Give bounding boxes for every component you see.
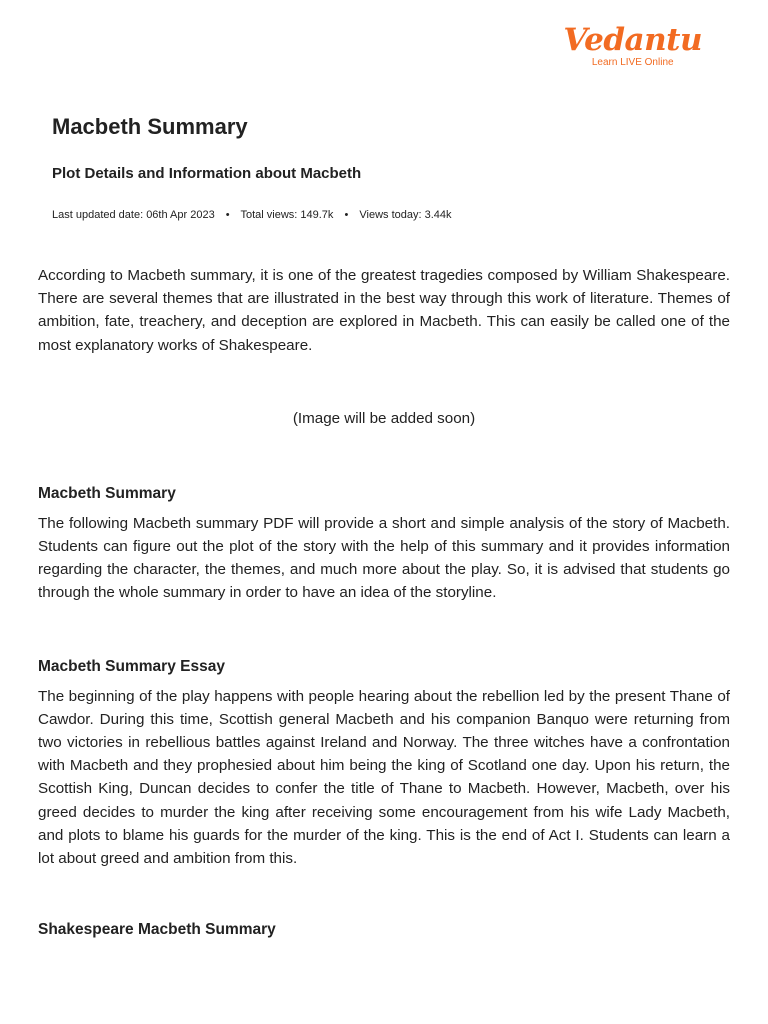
section-paragraph: The beginning of the play happens with people hearing about the rebellion led by the present Thane of Cawdor. During this time, Scottish general Macbeth and his companion Banquo were returning from two victories in rebellious battles against Ireland and Norway. The three witches have a confrontation with Macbeth and they prophesied about him being the king of Scotland one day. Upon his return, the Scottish King, Duncan decides to confer the title of Thane to Macbeth. However, Macbeth, over his greed decides to murder the king after receiving some encouragement from his wife Lady Macbeth, and plots to blame his guards for the murder of the king. This is the end of Act I. Students can learn a lot about greed and ambition from this. [38,687,730,868]
logo-wordmark: Vedantu [563,22,702,58]
section-heading: Shakespeare Macbeth Summary [38,921,276,939]
meta-separator: • [225,209,230,221]
section-paragraph: The following Macbeth summary PDF will provide a short and simple analysis of the story of Macbeth. Students can figure out the plot of the story with the help of this summary and it provides information regarding the character, the themes, and much more about the play. So, it is advised that students go through the whole summary in order to have an idea of the storyline. [38,514,730,602]
logo-tagline: Learn LIVE Online [591,57,674,68]
page-subtitle: Plot Details and Information about Macbeth [52,165,362,182]
meta-separator: • [344,209,349,221]
intro-paragraph: According to Macbeth summary, it is one of the greatest tragedies composed by William Shakespeare. There are several themes that are illustrated in the best way through this work of literature. Themes of ambition, fate, treachery, and deception are explored in Macbeth. This can easily be called one of the most explanatory works of Shakespeare. [38,267,730,354]
image-placeholder-note: (Image will be added soon) [292,409,476,427]
last-updated-date: Last updated date: 06th Apr 2023 [52,209,215,221]
article-body [38,264,730,941]
vedantu-logo[interactable] [563,22,702,68]
article-header [52,112,702,222]
section-heading: Macbeth Summary Essay [38,657,225,675]
views-today: Views today: 3.44k [359,209,452,221]
article-meta [52,208,702,222]
page-title: Macbeth Summary [52,114,248,139]
section-heading: Macbeth Summary [38,484,176,502]
total-views: Total views: 149.7k [240,209,334,221]
